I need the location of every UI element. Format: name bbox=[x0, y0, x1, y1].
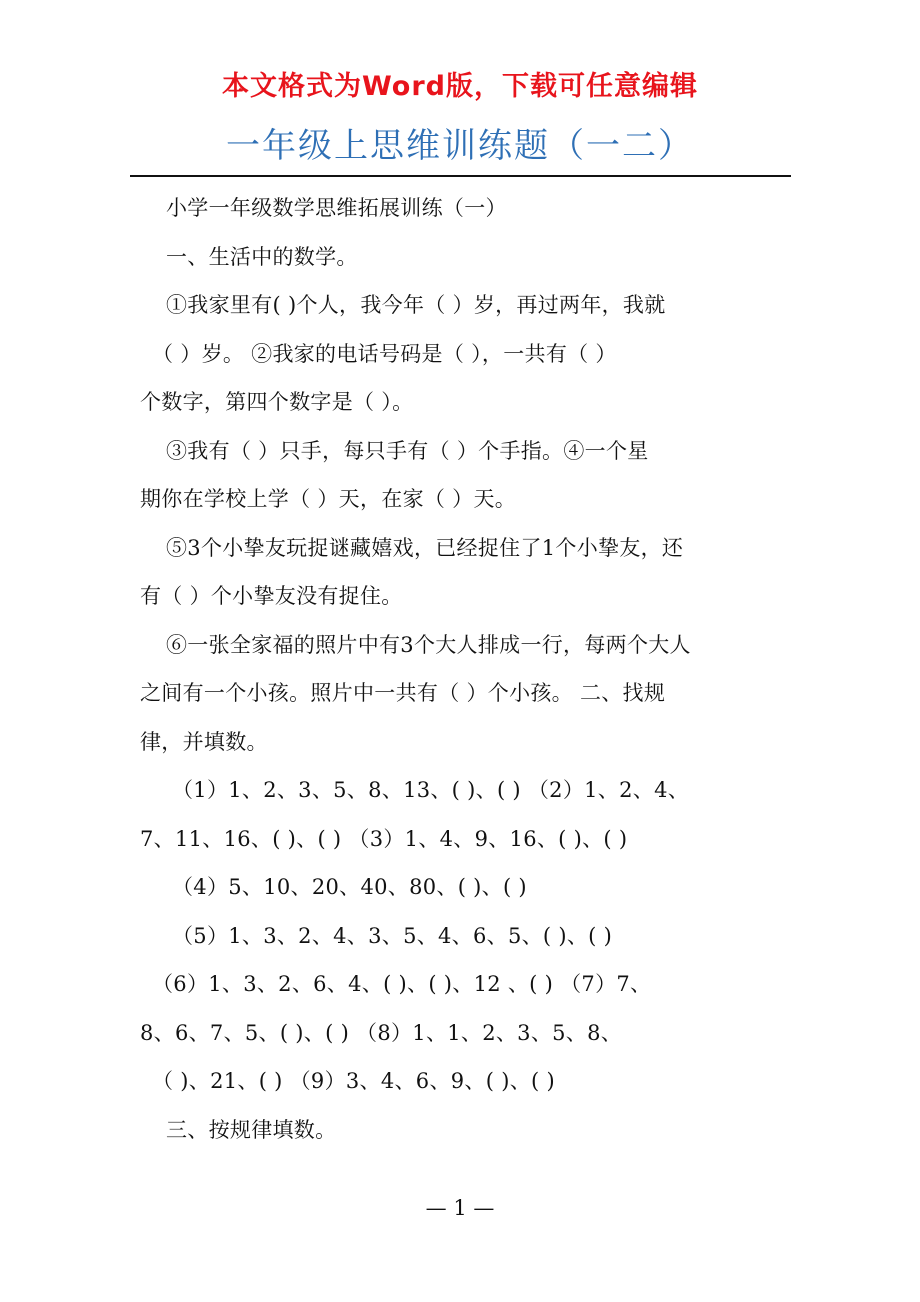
page-number: — 1 — bbox=[425, 1196, 495, 1220]
body-line: 小学一年级数学思维拓展训练（一） bbox=[166, 196, 507, 220]
section-heading: 三、按规律填数。 bbox=[166, 1117, 337, 1142]
document-body bbox=[140, 184, 792, 1154]
sequence-line: （4）5、10、20、40、80、( )、( ) bbox=[172, 875, 527, 899]
sequence-line: 8、6、7、5、( )、( ) （8）1、1、2、3、5、8、 bbox=[140, 1020, 623, 1045]
body-line: ①我家里有( )个人，我今年（ ）岁，再过两年，我就 bbox=[166, 293, 666, 317]
sequence-line: （1）1、2、3、5、8、13、( )、( ) （2）1、2、4、 bbox=[172, 778, 690, 802]
body-line: ③我有（ ）只手，每只手有（ ）个手指。④一个星 bbox=[166, 438, 649, 463]
body-line: 之间有一个小孩。照片中一共有（ ）个小孩。 二、找规 bbox=[140, 681, 666, 705]
body-line: ⑥一张全家福的照片中有3个大人排成一行，每两个大人 bbox=[166, 632, 691, 657]
body-line: ⑤3个小挚友玩捉谜藏嬉戏，已经捉住了1个小挚友，还 bbox=[166, 535, 684, 560]
body-line: 个数字，第四个数字是（ ）。 bbox=[140, 390, 414, 414]
body-line: 有（ ）个小挚友没有捉住。 bbox=[140, 584, 403, 608]
body-line: 律，并填数。 bbox=[140, 729, 268, 754]
sequence-line: （5）1、3、2、4、3、5、4、6、5、( )、( ) bbox=[172, 923, 613, 948]
document-title: 一年级上思维训练题（一二） bbox=[226, 126, 694, 166]
banner-text: 本文格式为Word版，下载可任意编辑 bbox=[221, 71, 698, 102]
sequence-line: 7、11、16、( )、( ) （3）1、4、9、16、( )、( ) bbox=[140, 826, 628, 851]
sequence-line: （ )、21、( ) （9）3、4、6、9、( )、( ) bbox=[152, 1069, 555, 1093]
header-rule bbox=[130, 175, 791, 177]
body-line: （ ）岁。 ②我家的电话号码是（ ），一共有（ ） bbox=[152, 341, 617, 366]
body-line: 期你在学校上学（ ）天，在家（ ）天。 bbox=[140, 487, 517, 511]
sequence-line: （6）1、3、2、6、4、( )、( )、12 、( ) （7）7、 bbox=[152, 972, 652, 996]
section-heading: 一、生活中的数学。 bbox=[166, 244, 358, 269]
